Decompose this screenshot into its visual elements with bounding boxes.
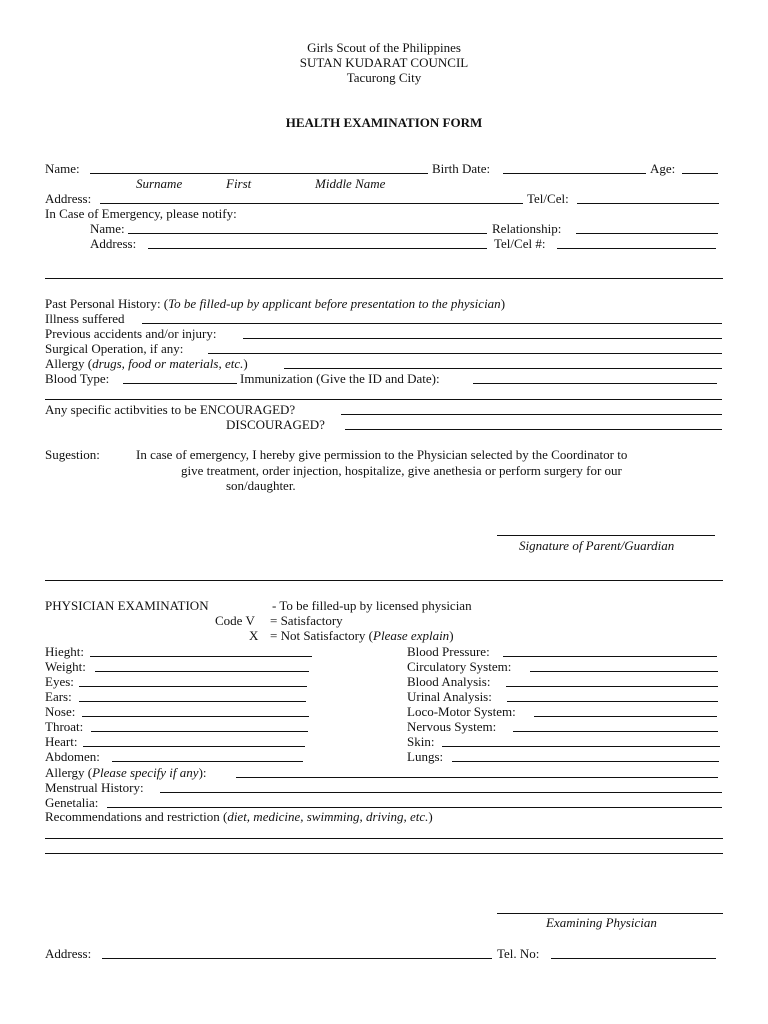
physician-address-field[interactable]	[102, 958, 492, 959]
circulatory-field[interactable]	[530, 671, 718, 672]
exam-left-label-6: Heart:	[45, 734, 78, 749]
suggestion-label: Sugestion:	[45, 447, 100, 462]
recommendations-field-1[interactable]	[45, 838, 723, 839]
recommendations-label: Recommendations and restriction (diet, medicine, swimming, driving, etc.)	[45, 809, 433, 824]
exam-left-label-7: Abdomen:	[45, 749, 100, 764]
emergency-name-field[interactable]	[128, 233, 487, 234]
illness-field[interactable]	[142, 323, 722, 324]
allergy-field[interactable]	[284, 368, 722, 369]
address-label: Address:	[45, 191, 92, 206]
ears-field[interactable]	[79, 701, 306, 702]
surgical-label: Surgical Operation, if any:	[45, 341, 184, 356]
emergency-address-label: Address:	[90, 236, 137, 251]
physician-signature-line[interactable]	[497, 913, 723, 914]
middle-name-hint: Middle Name	[315, 176, 386, 191]
physician-address-label: Address:	[45, 946, 92, 961]
physician-allergy-field[interactable]	[236, 777, 718, 778]
name-label: Name:	[45, 161, 80, 176]
birth-date-field[interactable]	[503, 173, 646, 174]
menstrual-field[interactable]	[160, 792, 722, 793]
eyes-field[interactable]	[79, 686, 307, 687]
blood-type-label: Blood Type:	[45, 371, 110, 386]
abdomen-field[interactable]	[112, 761, 303, 762]
encouraged-label: Any specific actibvities to be ENCOURAGED?	[45, 402, 296, 417]
immunization-label: Immunization (Give the ID and Date):	[240, 371, 440, 386]
loco-motor-field[interactable]	[534, 716, 717, 717]
history-title: Past Personal History: (To be filled-up by applicant before presentation to the physician)	[45, 296, 506, 311]
discouraged-field[interactable]	[345, 429, 722, 430]
urinal-analysis-field[interactable]	[507, 701, 718, 702]
genetalia-label: Genetalia:	[45, 795, 99, 810]
suggestion-line-2: give treatment, order injection, hospitalize, give anethesia or perform surgery for our	[181, 463, 622, 478]
discouraged-label: DISCOURAGED?	[226, 417, 325, 432]
council-name: SUTAN KUDARAT COUNCIL	[299, 55, 469, 70]
menstrual-label: Menstrual History:	[45, 780, 144, 795]
exam-left-label-2: Eyes:	[45, 674, 74, 689]
code-v-label: Code V	[215, 613, 255, 628]
physician-signature-caption: Examining Physician	[546, 915, 657, 930]
code-x-label: X	[249, 628, 259, 643]
city-name: Tacurong City	[346, 70, 422, 85]
section-divider	[45, 278, 723, 279]
telcel-label: Tel/Cel:	[527, 191, 569, 206]
exam-right-label-4: Loco-Motor System:	[407, 704, 516, 719]
skin-field[interactable]	[442, 746, 720, 747]
blood-analysis-field[interactable]	[506, 686, 718, 687]
relationship-label: Relationship:	[492, 221, 562, 236]
suggestion-line-3: son/daughter.	[226, 478, 296, 493]
emergency-address-field[interactable]	[148, 248, 487, 249]
physician-tel-label: Tel. No:	[497, 946, 540, 961]
relationship-field[interactable]	[576, 233, 718, 234]
exam-right-label-6: Skin:	[407, 734, 435, 749]
physician-allergy-label: Allergy (Please specify if any):	[45, 765, 207, 780]
emergency-tel-label: Tel/Cel #:	[494, 236, 546, 251]
exam-right-label-2: Blood Analysis:	[407, 674, 491, 689]
birth-date-label: Birth Date:	[432, 161, 491, 176]
illness-label: Illness suffered	[45, 311, 125, 326]
nose-field[interactable]	[82, 716, 309, 717]
first-hint: First	[226, 176, 252, 191]
org-name: Girls Scout of the Philippines	[307, 40, 461, 55]
recommendations-field-2[interactable]	[45, 853, 723, 854]
exam-right-label-3: Urinal Analysis:	[407, 689, 492, 704]
physician-tel-field[interactable]	[551, 958, 716, 959]
name-field[interactable]	[90, 173, 428, 174]
surgical-field[interactable]	[208, 353, 722, 354]
physician-note: - To be filled-up by licensed physician	[272, 598, 472, 613]
nervous-system-field[interactable]	[513, 731, 718, 732]
telcel-field[interactable]	[577, 203, 719, 204]
genetalia-field[interactable]	[107, 807, 722, 808]
exam-left-label-0: Hieght:	[45, 644, 84, 659]
physician-title: PHYSICIAN EXAMINATION	[45, 598, 209, 613]
blood-pressure-field[interactable]	[503, 656, 717, 657]
lungs-field[interactable]	[452, 761, 719, 762]
weight-field[interactable]	[95, 671, 309, 672]
emergency-name-label: Name:	[90, 221, 125, 236]
accidents-field[interactable]	[243, 338, 722, 339]
age-label: Age:	[650, 161, 676, 176]
accidents-label: Previous accidents and/or injury:	[45, 326, 217, 341]
exam-right-label-0: Blood Pressure:	[407, 644, 490, 659]
allergy-label: Allergy (drugs, food or materials, etc.)	[45, 356, 248, 371]
section-divider-2	[45, 580, 723, 581]
parent-signature-line[interactable]	[497, 535, 715, 536]
exam-right-label-7: Lungs:	[407, 749, 444, 764]
heart-field[interactable]	[83, 746, 305, 747]
surname-hint: Surname	[136, 176, 183, 191]
parent-signature-caption: Signature of Parent/Guardian	[519, 538, 675, 553]
encouraged-field[interactable]	[341, 414, 722, 415]
code-x-desc: = Not Satisfactory (Please explain)	[270, 628, 454, 643]
form-title: HEALTH EXAMINATION FORM	[285, 115, 483, 130]
address-field[interactable]	[100, 203, 523, 204]
history-extra-line[interactable]	[45, 399, 722, 400]
suggestion-line-1: In case of emergency, I hereby give permission to the Physician selected by the Coordinator to	[136, 447, 628, 462]
emergency-tel-field[interactable]	[557, 248, 716, 249]
exam-left-label-3: Ears:	[45, 689, 72, 704]
emergency-label: In Case of Emergency, please notify:	[45, 206, 237, 221]
exam-right-label-1: Circulatory System:	[407, 659, 512, 674]
exam-left-label-4: Nose:	[45, 704, 76, 719]
throat-field[interactable]	[91, 731, 308, 732]
immunization-field[interactable]	[473, 383, 717, 384]
code-v-desc: = Satisfactory	[270, 613, 343, 628]
blood-type-field[interactable]	[123, 383, 237, 384]
height-field[interactable]	[90, 656, 312, 657]
exam-left-label-5: Throat:	[45, 719, 84, 734]
age-field[interactable]	[682, 173, 718, 174]
exam-right-label-5: Nervous System:	[407, 719, 497, 734]
exam-left-label-1: Weight:	[45, 659, 86, 674]
